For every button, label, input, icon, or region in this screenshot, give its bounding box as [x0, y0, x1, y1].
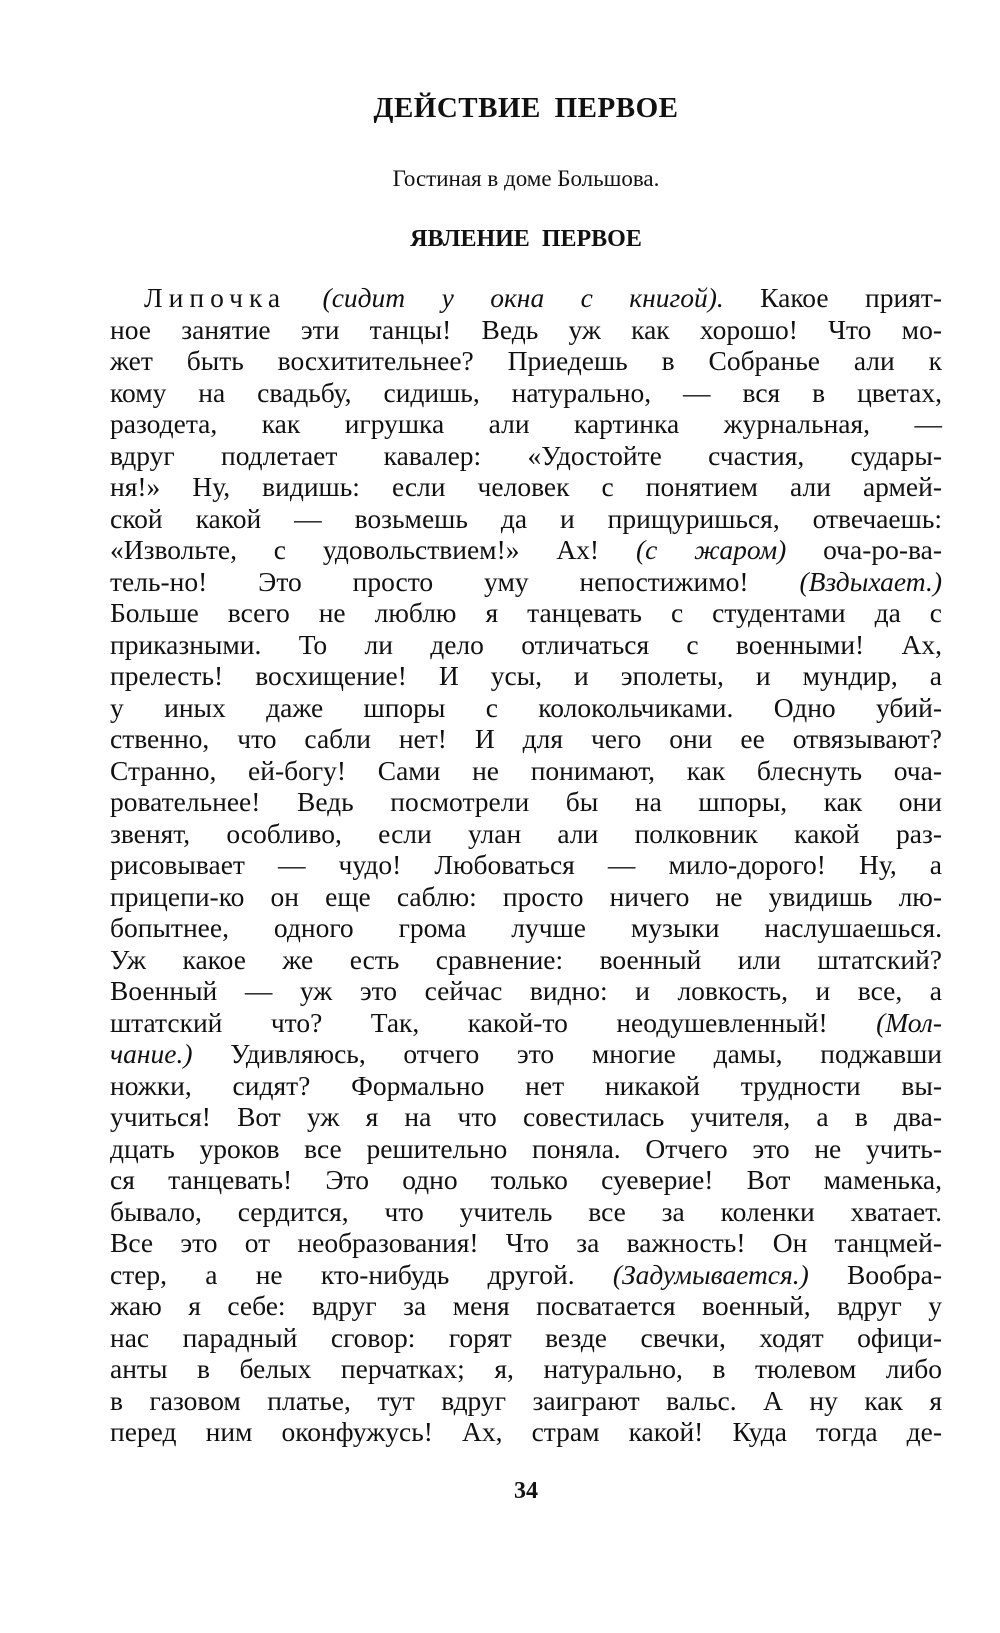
text-line: учиться! Вот уж я на что совестилась учителя, а в два-: [110, 1101, 942, 1132]
text-line: в газовом платье, тут вдруг заиграют вальс. А ну как я: [110, 1384, 942, 1416]
stage-direction: (Мол-: [876, 1006, 942, 1038]
line-text: Какое прият-: [723, 282, 943, 313]
text-line: ня!» Ну, видишь: если человек с понятием али армей-: [110, 471, 942, 502]
stage-direction: чание.): [110, 1038, 193, 1069]
text-line: [110, 1007, 942, 1039]
text-line: Все это от необразования! Что за важность! Он танцмей-: [110, 1227, 942, 1258]
text-line: ножки, сидят? Формально нет никакой трудности вы-: [110, 1069, 942, 1101]
text-line: Больше всего не люблю я танцевать с студентами да с: [110, 597, 942, 628]
text-line: [110, 1259, 942, 1291]
text-line: бопытнее, одного грома лучше музыки наслушаешься.: [110, 912, 942, 943]
speaker-name: Липочка: [144, 282, 287, 313]
text-line: жаю я себе: вдруг за меня посватается военный, вдруг у: [110, 1290, 942, 1321]
text-line: бывало, сердится, что учитель все за коленки хватает.: [110, 1195, 942, 1227]
act-title: ДЕЙСТВИЕ ПЕРВОЕ: [373, 92, 679, 124]
stage-direction: (с жаром): [635, 534, 787, 565]
text-line: прицепи-ко он еще саблю: просто ничего не увидишь лю-: [110, 880, 942, 912]
text-line: [110, 534, 942, 566]
text-line: кому на свадьбу, сидишь, натурально, — вся в цветах,: [110, 376, 942, 408]
text-line: у иных даже шпоры с колокольчиками. Одно убий-: [110, 691, 942, 723]
text-line: вдруг подлетает кавалер: «Удостойте счастия, судары-: [110, 439, 942, 471]
text-line: дцать уроков все решительно поняла. Отчего это не учить-: [110, 1132, 942, 1164]
text-line: [110, 282, 942, 314]
text-line: ровательнее! Ведь посмотрели бы на шпоры, как они: [110, 786, 942, 817]
line-text: оча-ро-ва-: [823, 534, 943, 565]
text-line: Странно, ей-богу! Сами не понимают, как блеснуть оча-: [110, 754, 942, 786]
line-text: стер, а не кто-нибудь другой.: [110, 1258, 575, 1290]
page-number: 34: [514, 1478, 538, 1504]
stage-direction: (Вздыхает.): [799, 565, 942, 597]
scene-title: ЯВЛЕНИЕ ПЕРВОЕ: [410, 226, 642, 252]
text-line: ное занятие эти танцы! Ведь уж как хорошо! Что мо-: [110, 313, 942, 345]
line-text: «Извольте, с удовольствием!» Ах!: [110, 534, 600, 565]
stage-direction: (Задумывается.): [612, 1258, 809, 1290]
text-line: ской какой — возьмешь да и прищуришься, отвечаешь:: [110, 502, 942, 534]
text-line: Уж какое же есть сравнение: военный или штатский?: [110, 943, 942, 975]
speech-paragraph: [110, 282, 942, 1448]
text-line: рисовывает — чудо! Любоваться — мило-дорого! Ну, а: [110, 849, 942, 880]
text-line: прелесть! восхищение! И усы, и эполеты, и мундир, а: [110, 660, 942, 691]
text-line: [110, 566, 942, 598]
line-text: Вообра-: [847, 1258, 942, 1290]
line-text: штатский что? Так, какой-то неодушевленный!: [110, 1006, 828, 1038]
scene-setting: Гостиная в доме Большова.: [392, 166, 660, 191]
line-text: Удивляюсь, отчего это многие дамы, поджавши: [230, 1038, 942, 1069]
line-text: тель-но! Это просто уму непостижимо!: [110, 565, 749, 597]
text-line: звенят, особливо, если улан али полковник какой раз-: [110, 817, 942, 849]
text-line: жет быть восхитительнее? Приедешь в Собранье али к: [110, 345, 942, 376]
stage-direction: (сидит у окна с книгой).: [322, 282, 724, 313]
text-line: ственно, что сабли нет! И для чего они ее отвязывают?: [110, 723, 942, 754]
text-line: нас парадный сговор: горят везде свечки, ходят офици-: [110, 1321, 942, 1353]
text-line: ся танцевать! Это одно только суеверие! Вот маменька,: [110, 1164, 942, 1195]
text-line: Военный — уж это сейчас видно: и ловкость, и все, а: [110, 975, 942, 1006]
text-line: приказными. То ли дело отличаться с военными! Ах,: [110, 628, 942, 660]
text-line: разодета, как игрушка али картинка журнальная, —: [110, 408, 942, 439]
text-line: перед ним оконфужусь! Ах, страм какой! Куда тогда де-: [110, 1416, 942, 1447]
text-line: [110, 1038, 942, 1070]
text-line: анты в белых перчатках; я, натурально, в тюлевом либо: [110, 1353, 942, 1384]
